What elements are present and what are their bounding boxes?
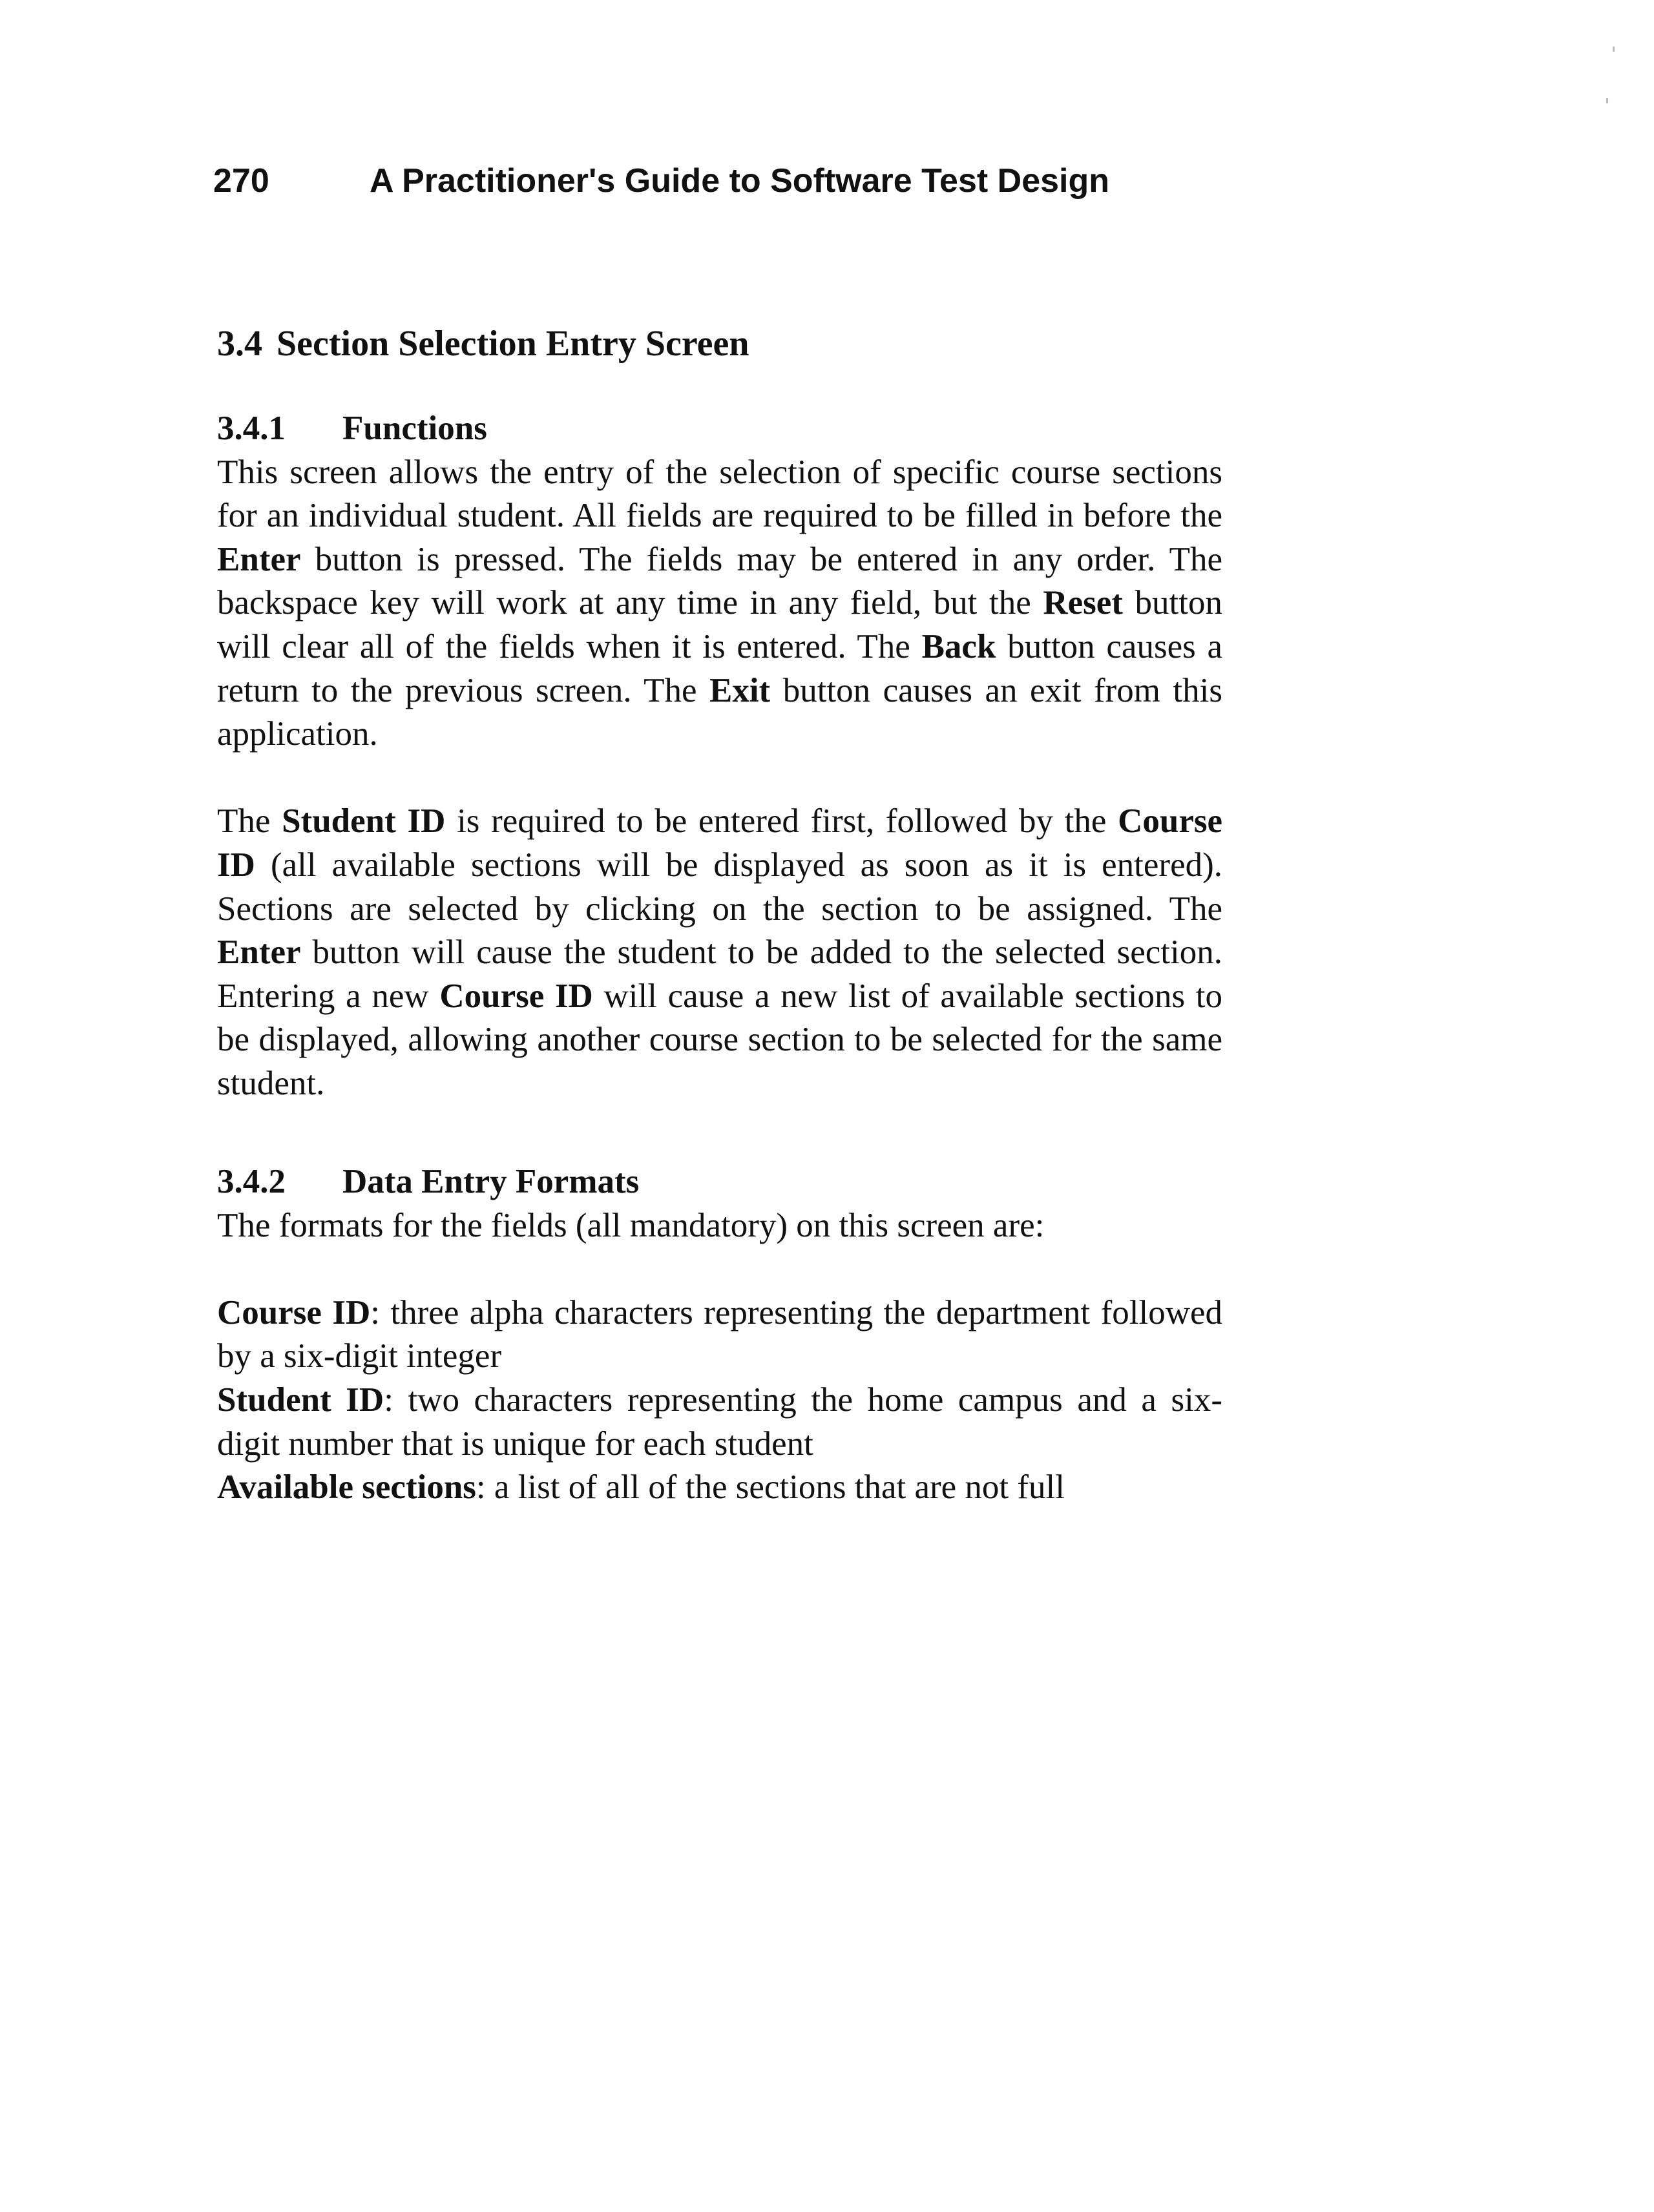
field-student-id: [217, 1379, 1222, 1466]
back-term: Back: [921, 627, 996, 665]
functions-paragraph-1: [217, 451, 1222, 756]
text-run: The: [217, 802, 282, 840]
subsection-heading-functions: [217, 407, 1222, 451]
course-id-term: Course ID: [439, 977, 593, 1015]
subsection-title: Functions: [342, 410, 487, 447]
formats-block: [217, 1160, 1222, 1510]
field-course-id: [217, 1291, 1222, 1379]
text-run: button will cause the student to be added to the selected section. Entering a new: [217, 934, 1222, 1015]
enter-term: Enter: [217, 540, 301, 578]
section-title: Section Selection Entry Screen: [277, 324, 749, 364]
text-run: button will clear all of the fields when it is entered. The: [217, 584, 1222, 665]
enter-term: Enter: [217, 934, 301, 972]
book-title: A Practitioner's Guide to Software Test Design: [370, 162, 1110, 200]
section-heading: [217, 322, 749, 366]
subsection-number: 3.4.2: [217, 1163, 286, 1200]
formats-intro: The formats for the fields (all mandatory) on this screen are:: [217, 1206, 1045, 1244]
field-description: : a list of all of the sections that are not full: [476, 1468, 1065, 1507]
field-description: : three alpha characters representing the department followed by a six-digit integer: [217, 1293, 1222, 1375]
field-name: Student ID: [217, 1381, 384, 1419]
text-run: is required to be entered first, followed by the: [445, 802, 1118, 840]
reset-term: Reset: [1043, 584, 1123, 622]
subsection-title: Data Entry Formats: [342, 1163, 640, 1200]
exit-term: Exit: [709, 671, 771, 709]
student-id-term: Student ID: [282, 802, 446, 840]
scan-speck: [1606, 98, 1608, 103]
functions-paragraph-2: [217, 800, 1222, 1105]
text-run: will cause a new list of available sections to be displayed, allowing another course section to be selected for the same student.: [217, 977, 1222, 1102]
section-number: 3.4: [217, 324, 262, 364]
scan-speck: [1613, 47, 1615, 52]
field-name: Available sections: [217, 1468, 476, 1507]
text-run: button causes a return to the previous screen. The: [217, 627, 1223, 709]
text-run: (all available sections will be displayed as soon as it is entered). Sections are selected by clicking on the section to be assigned. The: [217, 846, 1222, 928]
field-description: : two characters representing the home campus and a six-digit number that is unique for each student: [217, 1381, 1222, 1463]
running-head: [213, 160, 1109, 202]
field-available-sections: [217, 1466, 1222, 1510]
course-id-term: Course ID: [217, 802, 1222, 884]
text-run: button causes an exit from this application.: [217, 671, 1222, 753]
text-run: button is pressed. The fields may be entered in any order. The backspace key will work at any time in any field, but the: [217, 540, 1222, 622]
functions-block: [217, 407, 1222, 1106]
text-run: This screen allows the entry of the selection of specific course sections for an individual student. All fields are required to be filled in before the: [217, 453, 1222, 535]
page-number: 270: [213, 162, 269, 200]
subsection-heading-formats: [217, 1160, 1222, 1204]
field-name: Course ID: [217, 1293, 371, 1331]
subsection-number: 3.4.1: [217, 410, 286, 447]
